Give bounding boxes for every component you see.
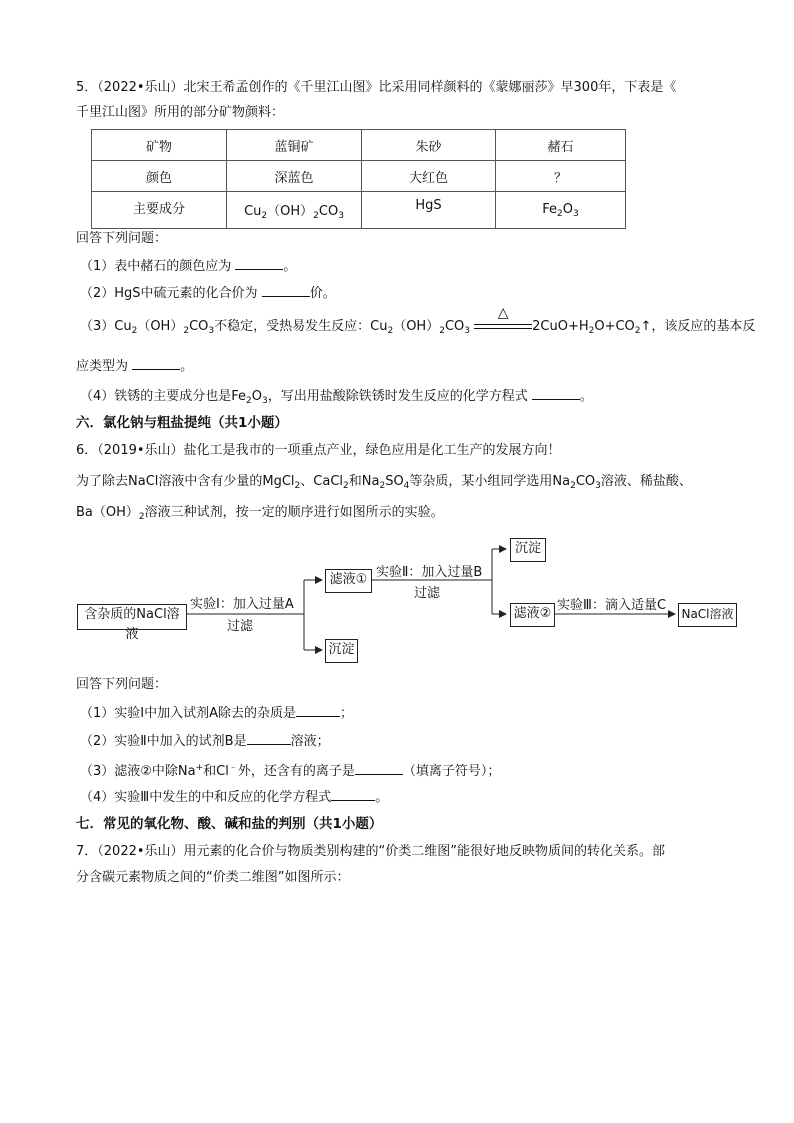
- table-cell: 朱砂: [362, 130, 496, 161]
- heat-arrow: [474, 304, 532, 334]
- q5-intro-line1: 5．（2022•乐山）北宋王希孟创作的《千里江山图》比采用同样颜料的《蒙娜丽莎》早300年，下表是《: [76, 80, 677, 95]
- q6-sub4: （4）实验Ⅲ中发生的中和反应的化学方程式 。: [80, 787, 388, 807]
- precip1-box: 沉淀: [325, 639, 358, 663]
- exp2-label: 实验Ⅱ：加入过量B: [376, 565, 483, 580]
- exp1-sub: 过滤: [227, 619, 254, 634]
- formula-cell: $Cu_2(OH)_2CO_3$: [227, 192, 362, 229]
- q6-intro-line3: $Ba(OH)_2$溶液三种试剂，按一定的顺序进行如图所示的实验。: [76, 505, 444, 522]
- q6-intro-line2: 为了除去NaCl溶液中含有少量的MgCl$_2$、CaCl$_2$和$Na_2SO_4$等杂质，某小组同学选用$Na_2CO_3$溶液、稀盐酸、: [76, 474, 692, 491]
- answer-prompt: 回答下列问题：: [76, 231, 168, 246]
- q6-sub2: （2）实验Ⅱ中加入的试剂B是 溶液；: [80, 731, 330, 751]
- table-cell: 矿物: [92, 130, 227, 161]
- precip2-box: 沉淀: [510, 538, 546, 562]
- q6-sub1: （1）实验Ⅰ中加入试剂A除去的杂质是 ；: [80, 703, 353, 723]
- section-title: 六．氯化钠与粗盐提纯（共1小题）: [76, 415, 288, 431]
- answer-blank[interactable]: [331, 787, 375, 801]
- answer-blank[interactable]: [355, 761, 403, 775]
- table-row: [92, 130, 626, 161]
- table-cell: 深蓝色: [227, 161, 362, 192]
- table-cell: ？: [496, 161, 626, 192]
- q6-sub3: （3）滤液②中除Na+和Cl﹣外，还含有的离子是 （填离子符号）；: [80, 763, 501, 779]
- answer-blank[interactable]: [532, 386, 580, 400]
- exp1-label: 实验Ⅰ：加入过量A: [190, 597, 294, 612]
- table-row: [92, 192, 626, 229]
- table-cell: 颜色: [92, 161, 227, 192]
- answer-blank[interactable]: [262, 283, 310, 297]
- filtrate2-box: 滤液②: [510, 603, 555, 627]
- filtrate1-box: 滤液①: [325, 569, 372, 593]
- formula-cell: HgS: [362, 192, 496, 229]
- q6-intro-line1: 6．（2019•乐山）盐化工是我市的一项重点产业，绿色应用是化工生产的发展方向！: [76, 443, 561, 458]
- double-line: [474, 324, 532, 329]
- table-cell: 蓝铜矿: [227, 130, 362, 161]
- q5-sub3: $(3)Cu_2(OH)_2CO_3$不稳定，受热易发生反应：$Cu_2(OH)_2CO_3$ △ $2CuO+H_2O+CO_2↑$，该反应的基本反: [80, 304, 756, 336]
- q5-sub2: （2）HgS中硫元素的化合价为 价。: [80, 283, 336, 303]
- table-row: [92, 161, 626, 192]
- end-solution-box: NaCl溶液: [678, 603, 737, 627]
- table-cell: 赭石: [496, 130, 626, 161]
- q5-sub3-line2: 应类型为 。: [76, 356, 193, 376]
- answer-blank[interactable]: [132, 356, 180, 370]
- exp2-sub: 过滤: [414, 586, 441, 601]
- answer-prompt: 回答下列问题：: [76, 677, 168, 692]
- q7-intro-line1: 7．（2022•乐山）用元素的化合价与物质类别构建的“价类二维图”能很好地反映物质间的转化关系。部: [76, 844, 665, 859]
- q5-intro-line2: 千里江山图》所用的部分矿物颜料：: [76, 105, 285, 120]
- q5-sub1: （1）表中赭石的颜色应为 。: [80, 256, 296, 276]
- section-title: 七．常见的氧化物、酸、碱和盐的判别（共1小题）: [76, 816, 383, 832]
- answer-blank[interactable]: [247, 731, 291, 745]
- q5-sub4: （4）铁锈的主要成分也是$Fe_2O_3$，写出用盐酸除铁锈时发生反应的化学方程式 。: [80, 386, 593, 410]
- table-cell: 大红色: [362, 161, 496, 192]
- mineral-table: [91, 129, 626, 229]
- q7-intro-line2: 分含碳元素物质之间的“价类二维图”如图所示：: [76, 870, 350, 885]
- table-cell: 主要成分: [92, 192, 227, 229]
- formula-cell: $Fe_2O_3$: [496, 192, 626, 229]
- heat-condition: △: [497, 304, 509, 321]
- answer-blank[interactable]: [235, 256, 283, 270]
- answer-blank[interactable]: [296, 703, 340, 717]
- exp3-label: 实验Ⅲ：滴入适量C: [557, 598, 667, 613]
- start-solution-box: 含杂质的NaCl溶液: [77, 604, 187, 630]
